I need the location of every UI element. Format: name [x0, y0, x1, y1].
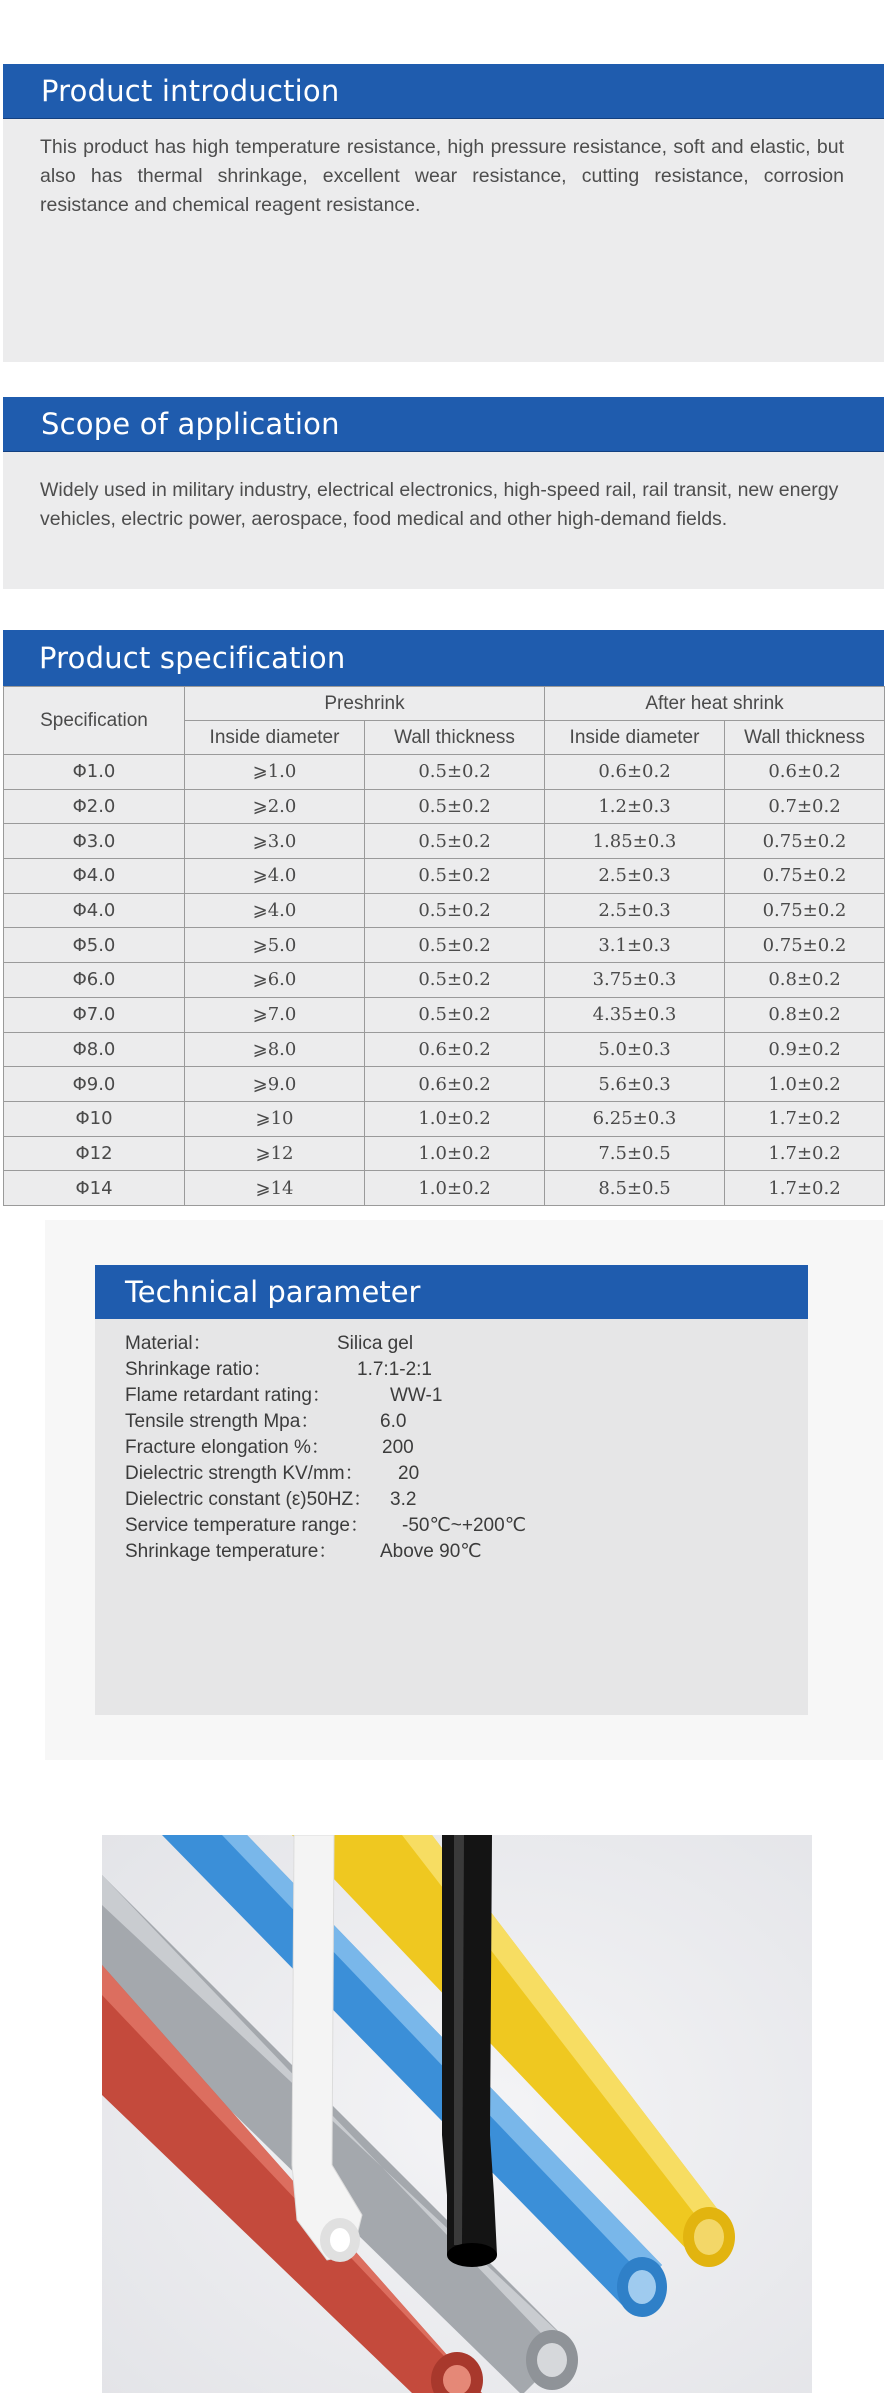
- table-cell: 1.0±0.2: [725, 1067, 885, 1102]
- table-cell: 0.5±0.2: [365, 997, 545, 1032]
- product-photo: [102, 1835, 812, 2393]
- table-cell: Φ1.0: [4, 755, 185, 790]
- table-row: [4, 1067, 885, 1102]
- table-row: [4, 963, 885, 998]
- col-group-after-shrink: After heat shrink: [545, 687, 885, 721]
- tech-param-label: Dielectric strength KV/mm：: [125, 1463, 364, 1484]
- table-cell: 0.75±0.2: [725, 928, 885, 963]
- tech-param-value: 1.7:1-2:1: [357, 1359, 432, 1380]
- table-row: [4, 1101, 885, 1136]
- table-cell: 1.7±0.2: [725, 1171, 885, 1206]
- tech-param-value: 20: [398, 1463, 420, 1484]
- table-cell: Φ14: [4, 1171, 185, 1206]
- spec-title: Product specification: [39, 641, 346, 675]
- table-cell: Φ8.0: [4, 1032, 185, 1067]
- table-cell: 6.25±0.3: [545, 1101, 725, 1136]
- table-cell: ⩾3.0: [185, 824, 365, 859]
- table-cell: 3.75±0.3: [545, 963, 725, 998]
- table-cell: 1.0±0.2: [365, 1171, 545, 1206]
- tech-param-row: [125, 1331, 414, 1357]
- tech-param-row: [125, 1435, 414, 1461]
- table-cell: ⩾4.0: [185, 859, 365, 894]
- table-cell: 8.5±0.5: [545, 1171, 725, 1206]
- col-specification: Specification: [4, 687, 185, 755]
- table-cell: Φ4.0: [4, 893, 185, 928]
- table-cell: 0.5±0.2: [365, 755, 545, 790]
- table-cell: 0.5±0.2: [365, 824, 545, 859]
- black-tube: [442, 1835, 497, 2255]
- tech-param-value: 6.0: [380, 1411, 407, 1432]
- spec-table: [3, 686, 885, 1206]
- table-row: [4, 1136, 885, 1171]
- table-cell: 1.7±0.2: [725, 1136, 885, 1171]
- table-cell: 7.5±0.5: [545, 1136, 725, 1171]
- spec-header: [3, 630, 884, 687]
- table-cell: 0.8±0.2: [725, 963, 885, 998]
- table-cell: 0.5±0.2: [365, 859, 545, 894]
- table-cell: 2.5±0.3: [545, 893, 725, 928]
- table-row: [4, 997, 885, 1032]
- table-row: [4, 789, 885, 824]
- tech-param-label: Fracture elongation %：: [125, 1437, 330, 1458]
- table-cell: Φ10: [4, 1101, 185, 1136]
- tech-param-row: [125, 1487, 417, 1513]
- table-cell: ⩾6.0: [185, 963, 365, 998]
- tech-param-label: Service temperature range：: [125, 1515, 369, 1536]
- spec-table-body: [4, 755, 885, 1206]
- tech-param-row: [125, 1357, 432, 1383]
- col-after-inside: Inside diameter: [545, 721, 725, 755]
- tech-param-label: Material：: [125, 1333, 212, 1354]
- table-cell: 0.75±0.2: [725, 824, 885, 859]
- table-cell: 1.85±0.3: [545, 824, 725, 859]
- table-cell: 0.6±0.2: [365, 1067, 545, 1102]
- table-cell: ⩾7.0: [185, 997, 365, 1032]
- intro-text: This product has high temperature resistance, high pressure resistance, soft and elastic, but also has thermal shrinkage, excellent wear resistance, cutting resistance, corrosion resistance and chemical reagent resistance.: [40, 136, 844, 216]
- table-row: [4, 824, 885, 859]
- table-cell: 1.2±0.3: [545, 789, 725, 824]
- table-row: [4, 893, 885, 928]
- table-cell: Φ4.0: [4, 859, 185, 894]
- intro-title: Product introduction: [41, 74, 340, 108]
- col-pre-inside: Inside diameter: [185, 721, 365, 755]
- table-cell: 0.6±0.2: [545, 755, 725, 790]
- table-cell: 0.5±0.2: [365, 893, 545, 928]
- scope-header: [3, 397, 884, 452]
- table-row: [4, 1032, 885, 1067]
- table-cell: ⩾10: [185, 1101, 365, 1136]
- table-cell: 0.8±0.2: [725, 997, 885, 1032]
- table-row: [4, 859, 885, 894]
- table-cell: ⩾2.0: [185, 789, 365, 824]
- scope-title: Scope of application: [41, 407, 340, 441]
- tech-param-value: Silica gel: [337, 1333, 414, 1354]
- tech-param-label: Dielectric constant (ε)50HZ：: [125, 1489, 373, 1510]
- tech-param-value: WW-1: [390, 1385, 443, 1406]
- scope-text: Widely used in military industry, electrical electronics, high-speed rail, rail transit, new energy vehicles, electric power, aerospace, food medical and other high-demand fields.: [40, 479, 839, 530]
- tech-title: Technical parameter: [125, 1275, 421, 1309]
- table-cell: 0.7±0.2: [725, 789, 885, 824]
- table-row: [4, 928, 885, 963]
- table-cell: 1.7±0.2: [725, 1101, 885, 1136]
- tech-param-row: [125, 1383, 443, 1409]
- table-cell: Φ6.0: [4, 963, 185, 998]
- table-cell: 0.5±0.2: [365, 789, 545, 824]
- table-cell: Φ5.0: [4, 928, 185, 963]
- table-cell: 0.5±0.2: [365, 928, 545, 963]
- table-cell: ⩾8.0: [185, 1032, 365, 1067]
- tech-param-value: Above 90℃: [380, 1541, 482, 1562]
- tech-param-row: [125, 1409, 407, 1435]
- table-cell: 1.0±0.2: [365, 1101, 545, 1136]
- silicone-tubes-image: [102, 1835, 812, 2393]
- table-cell: 0.5±0.2: [365, 963, 545, 998]
- table-cell: 0.6±0.2: [365, 1032, 545, 1067]
- tech-param-label: Flame retardant rating：: [125, 1385, 331, 1406]
- tech-param-label: Shrinkage temperature：: [125, 1541, 338, 1562]
- tech-param-value: 200: [382, 1437, 414, 1458]
- tech-param-row: [125, 1513, 527, 1539]
- tech-header: [95, 1265, 808, 1319]
- tech-param-value: -50℃~+200℃: [402, 1515, 527, 1536]
- table-cell: ⩾14: [185, 1171, 365, 1206]
- table-cell: 2.5±0.3: [545, 859, 725, 894]
- table-cell: ⩾9.0: [185, 1067, 365, 1102]
- table-cell: ⩾4.0: [185, 893, 365, 928]
- table-cell: 0.75±0.2: [725, 893, 885, 928]
- tech-param-label: Tensile strength Mpa：: [125, 1411, 320, 1432]
- tech-param-value: 3.2: [390, 1489, 417, 1510]
- table-cell: 0.9±0.2: [725, 1032, 885, 1067]
- table-cell: ⩾5.0: [185, 928, 365, 963]
- col-group-preshrink: Preshrink: [185, 687, 545, 721]
- table-row: [4, 755, 885, 790]
- tech-param-row: [125, 1539, 482, 1565]
- col-after-wall: Wall thickness: [725, 721, 885, 755]
- table-cell: ⩾1.0: [185, 755, 365, 790]
- table-cell: 5.6±0.3: [545, 1067, 725, 1102]
- table-cell: Φ9.0: [4, 1067, 185, 1102]
- table-cell: 5.0±0.3: [545, 1032, 725, 1067]
- table-cell: Φ2.0: [4, 789, 185, 824]
- table-cell: ⩾12: [185, 1136, 365, 1171]
- intro-header: [3, 64, 884, 119]
- table-cell: 3.1±0.3: [545, 928, 725, 963]
- table-cell: 4.35±0.3: [545, 997, 725, 1032]
- tech-param-row: [125, 1461, 420, 1487]
- tech-params-list: [95, 1331, 808, 1631]
- table-row: [4, 1171, 885, 1206]
- table-cell: Φ7.0: [4, 997, 185, 1032]
- col-pre-wall: Wall thickness: [365, 721, 545, 755]
- table-cell: Φ12: [4, 1136, 185, 1171]
- table-cell: 1.0±0.2: [365, 1136, 545, 1171]
- table-cell: 0.6±0.2: [725, 755, 885, 790]
- tech-param-label: Shrinkage ratio：: [125, 1359, 272, 1380]
- table-cell: 0.75±0.2: [725, 859, 885, 894]
- table-cell: Φ3.0: [4, 824, 185, 859]
